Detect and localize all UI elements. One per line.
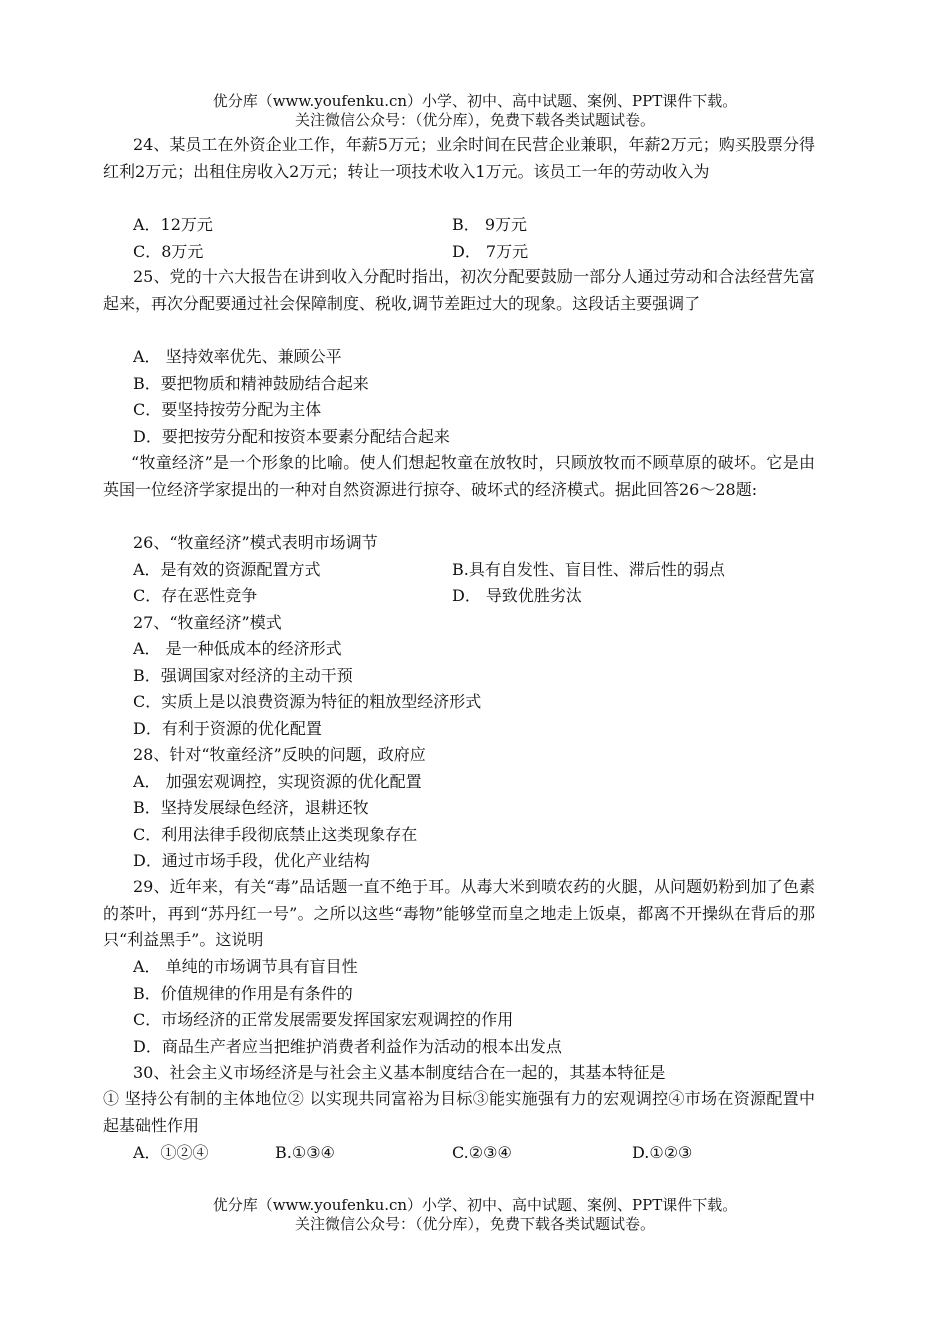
question-29-option-c: C．市场经济的正常发展需要发挥国家宏观调控的作用 bbox=[133, 1010, 514, 1029]
question-24-option-d: D． 7万元 bbox=[452, 242, 529, 261]
question-29-option-d: D．商品生产者应当把维护消费者利益作为活动的根本出发点 bbox=[133, 1037, 562, 1056]
question-28-option-c: C．利用法律手段彻底禁止这类现象存在 bbox=[133, 825, 418, 844]
question-25-option-a: A． 坚持效率优先、兼顾公平 bbox=[133, 347, 342, 366]
footer-line-1: 优分库（www.youfenku.cn）小学、初中、高中试题、案例、PPT课件下载。 bbox=[212, 1196, 738, 1214]
question-28-option-b: B．坚持发展绿色经济，退耕还牧 bbox=[133, 798, 369, 817]
question-27-option-d: D．有利于资源的优化配置 bbox=[133, 719, 322, 738]
question-28-option-d: D．通过市场手段，优化产业结构 bbox=[133, 851, 370, 870]
question-30-option-d: D.①②③ bbox=[632, 1143, 693, 1162]
question-24-option-b: B． 9万元 bbox=[452, 215, 528, 234]
question-26-option-a: A．是有效的资源配置方式 bbox=[133, 560, 321, 579]
question-29-option-b: B．价值规律的作用是有条件的 bbox=[133, 984, 353, 1003]
question-30-statements: ① 坚持公有制的主体地位② 以实现共同富裕为目标③能实施强有力的宏观调控④市场在资源配置中起基础性作用 bbox=[103, 1089, 815, 1135]
header-line-2: 关注微信公众号：（优分库），免费下载各类试题试卷。 bbox=[294, 111, 655, 129]
question-29-stem: 29、近年来，有关“毒”品话题一直不绝于耳。从毒大米到喷农药的火腿，从问题奶粉到加了色素的茶叶，再到“苏丹红一号”。之所以这些“毒物”能够堂而皇之地走上饭桌，都离不开操纵在背后的那只“利益黑手”。这说明 bbox=[103, 877, 815, 949]
question-30-option-b: B.①③④ bbox=[275, 1143, 335, 1162]
question-28-stem: 28、针对“牧童经济”反映的问题，政府应 bbox=[133, 745, 426, 764]
question-28-option-a: A． 加强宏观调控，实现资源的优化配置 bbox=[133, 772, 422, 791]
question-25-option-c: C．要坚持按劳分配为主体 bbox=[133, 400, 322, 419]
question-27-stem: 27、“牧童经济”模式 bbox=[133, 613, 282, 632]
material-passage: “牧童经济”是一个形象的比喻。使人们想起牧童在放牧时，只顾放牧而不顾草原的破坏。它是由英国一位经济学家提出的一种对自然资源进行掠夺、破坏式的经济模式。据此回答26～28题: bbox=[103, 453, 815, 499]
question-26-stem: 26、“牧童经济”模式表明市场调节 bbox=[133, 533, 378, 552]
question-26-option-b: B.具有自发性、盲目性、滞后性的弱点 bbox=[452, 560, 725, 579]
question-26-option-d: D． 导致优胜劣汰 bbox=[452, 586, 582, 605]
question-24-stem: 24、某员工在外资企业工作，年薪5万元；业余时间在民营企业兼职，年薪2万元；购买股票分得红利2万元；出租住房收入2万元；转让一项技术收入1万元。该员工一年的劳动收入为 bbox=[103, 135, 815, 181]
header-line-1: 优分库（www.youfenku.cn）小学、初中、高中试题、案例、PPT课件下载。 bbox=[212, 92, 738, 110]
question-30-stem: 30、社会主义市场经济是与社会主义基本制度结合在一起的，其基本特征是 bbox=[133, 1063, 666, 1082]
question-25-option-b: B．要把物质和精神鼓励结合起来 bbox=[133, 374, 369, 393]
question-27-option-b: B．强调国家对经济的主动干预 bbox=[133, 666, 353, 685]
question-24-option-c: C．8万元 bbox=[133, 242, 204, 261]
footer-line-2: 关注微信公众号：（优分库），免费下载各类试题试卷。 bbox=[294, 1215, 655, 1233]
question-29-option-a: A． 单纯的市场调节具有盲目性 bbox=[133, 957, 358, 976]
question-24-option-a: A．12万元 bbox=[133, 215, 213, 234]
question-25-stem: 25、党的十六大报告在讲到收入分配时指出，初次分配要鼓励一部分人通过劳动和合法经营先富起来，再次分配要通过社会保障制度、税收,调节差距过大的现象。这段话主要强调了 bbox=[103, 267, 815, 313]
question-26-option-c: C．存在恶性竞争 bbox=[133, 586, 258, 605]
question-27-option-a: A． 是一种低成本的经济形式 bbox=[133, 639, 342, 658]
question-30-option-c: C.②③④ bbox=[452, 1143, 512, 1162]
question-30-option-a: A．①②④ bbox=[133, 1143, 209, 1162]
question-25-option-d: D．要把按劳分配和按资本要素分配结合起来 bbox=[133, 427, 450, 446]
question-27-option-c: C．实质上是以浪费资源为特征的粗放型经济形式 bbox=[133, 692, 482, 711]
